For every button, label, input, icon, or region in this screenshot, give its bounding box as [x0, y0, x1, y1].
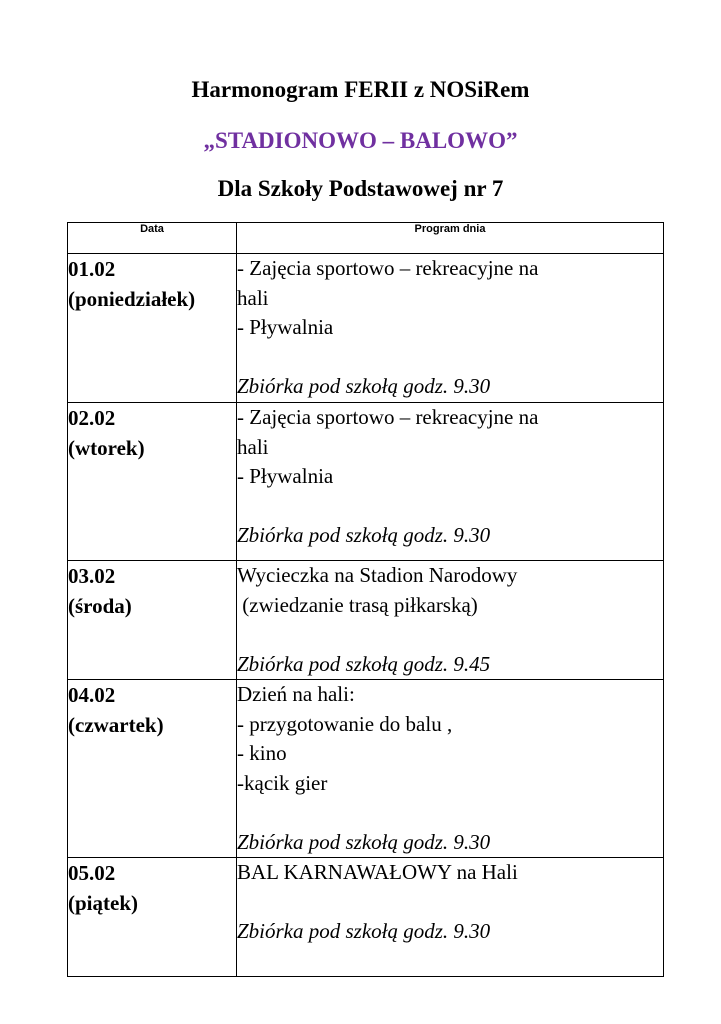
spacer: [237, 888, 663, 918]
program-cell: [237, 858, 664, 977]
program-line: hali: [237, 285, 269, 310]
table-row: [68, 254, 664, 403]
gathering-note: Zbiórka pod szkołą godz. 9.30: [237, 829, 491, 854]
program-line: - Pływalnia: [237, 464, 334, 488]
date-value: 01.02: [68, 257, 116, 281]
table-header-row: [68, 223, 664, 254]
weekday-label: (środa): [68, 594, 132, 618]
program-line: (zwiedzanie trasą piłkarską): [237, 592, 478, 617]
program-cell: [237, 403, 664, 561]
date-cell: [68, 403, 237, 561]
date-value: 04.02: [68, 683, 116, 707]
gathering-note: Zbiórka pod szkołą godz. 9.45: [237, 651, 491, 676]
spacer: [237, 620, 663, 650]
program-line: - Zajęcia sportowo – rekreacyjne na: [237, 405, 539, 429]
date-cell: [68, 561, 237, 680]
program-cell: [237, 680, 664, 858]
program-cell: [237, 254, 664, 403]
date-value: 02.02: [68, 406, 116, 430]
date-cell: [68, 254, 237, 403]
gathering-note: Zbiórka pod szkołą godz. 9.30: [237, 523, 491, 547]
table-row: [68, 561, 664, 680]
gathering-note: Zbiórka pod szkołą godz. 9.30: [237, 919, 491, 943]
column-header-program: Program dnia: [237, 223, 664, 254]
program-line: - Pływalnia: [237, 315, 334, 339]
school-heading: Dla Szkoły Podstawowej nr 7: [217, 176, 504, 201]
date-value: 05.02: [68, 861, 116, 885]
program-line: - kino: [237, 741, 287, 765]
column-header-date: Data: [68, 223, 237, 254]
program-cell: [237, 561, 664, 680]
spacer: [237, 343, 663, 373]
table-row: [68, 403, 664, 561]
program-line: BAL KARNAWAŁOWY na Hali: [237, 860, 518, 884]
date-cell: [68, 858, 237, 977]
weekday-label: (piątek): [68, 891, 138, 915]
gathering-note: Zbiórka pod szkołą godz. 9.30: [237, 374, 491, 398]
document-subtitle: „STADIONOWO – BALOWO”: [203, 128, 518, 153]
program-line: Wycieczka na Stadion Narodowy: [237, 563, 518, 587]
weekday-label: (wtorek): [68, 436, 145, 460]
spacer: [237, 492, 663, 522]
date-cell: [68, 680, 237, 858]
weekday-label: (czwartek): [68, 713, 164, 737]
program-line: hali: [237, 434, 269, 459]
program-line: - Zajęcia sportowo – rekreacyjne na: [237, 256, 539, 280]
program-line: Dzień na hali:: [237, 682, 355, 706]
table-row: [68, 680, 664, 858]
table-row: [68, 858, 664, 977]
program-line: -kącik gier: [237, 770, 328, 795]
weekday-label: (poniedziałek): [68, 287, 196, 311]
document-title: Harmonogram FERII z NOSiRem: [191, 77, 530, 102]
program-line: - przygotowanie do balu ,: [237, 711, 453, 736]
schedule-table: [67, 222, 664, 977]
date-value: 03.02: [68, 564, 116, 588]
spacer: [237, 798, 663, 828]
